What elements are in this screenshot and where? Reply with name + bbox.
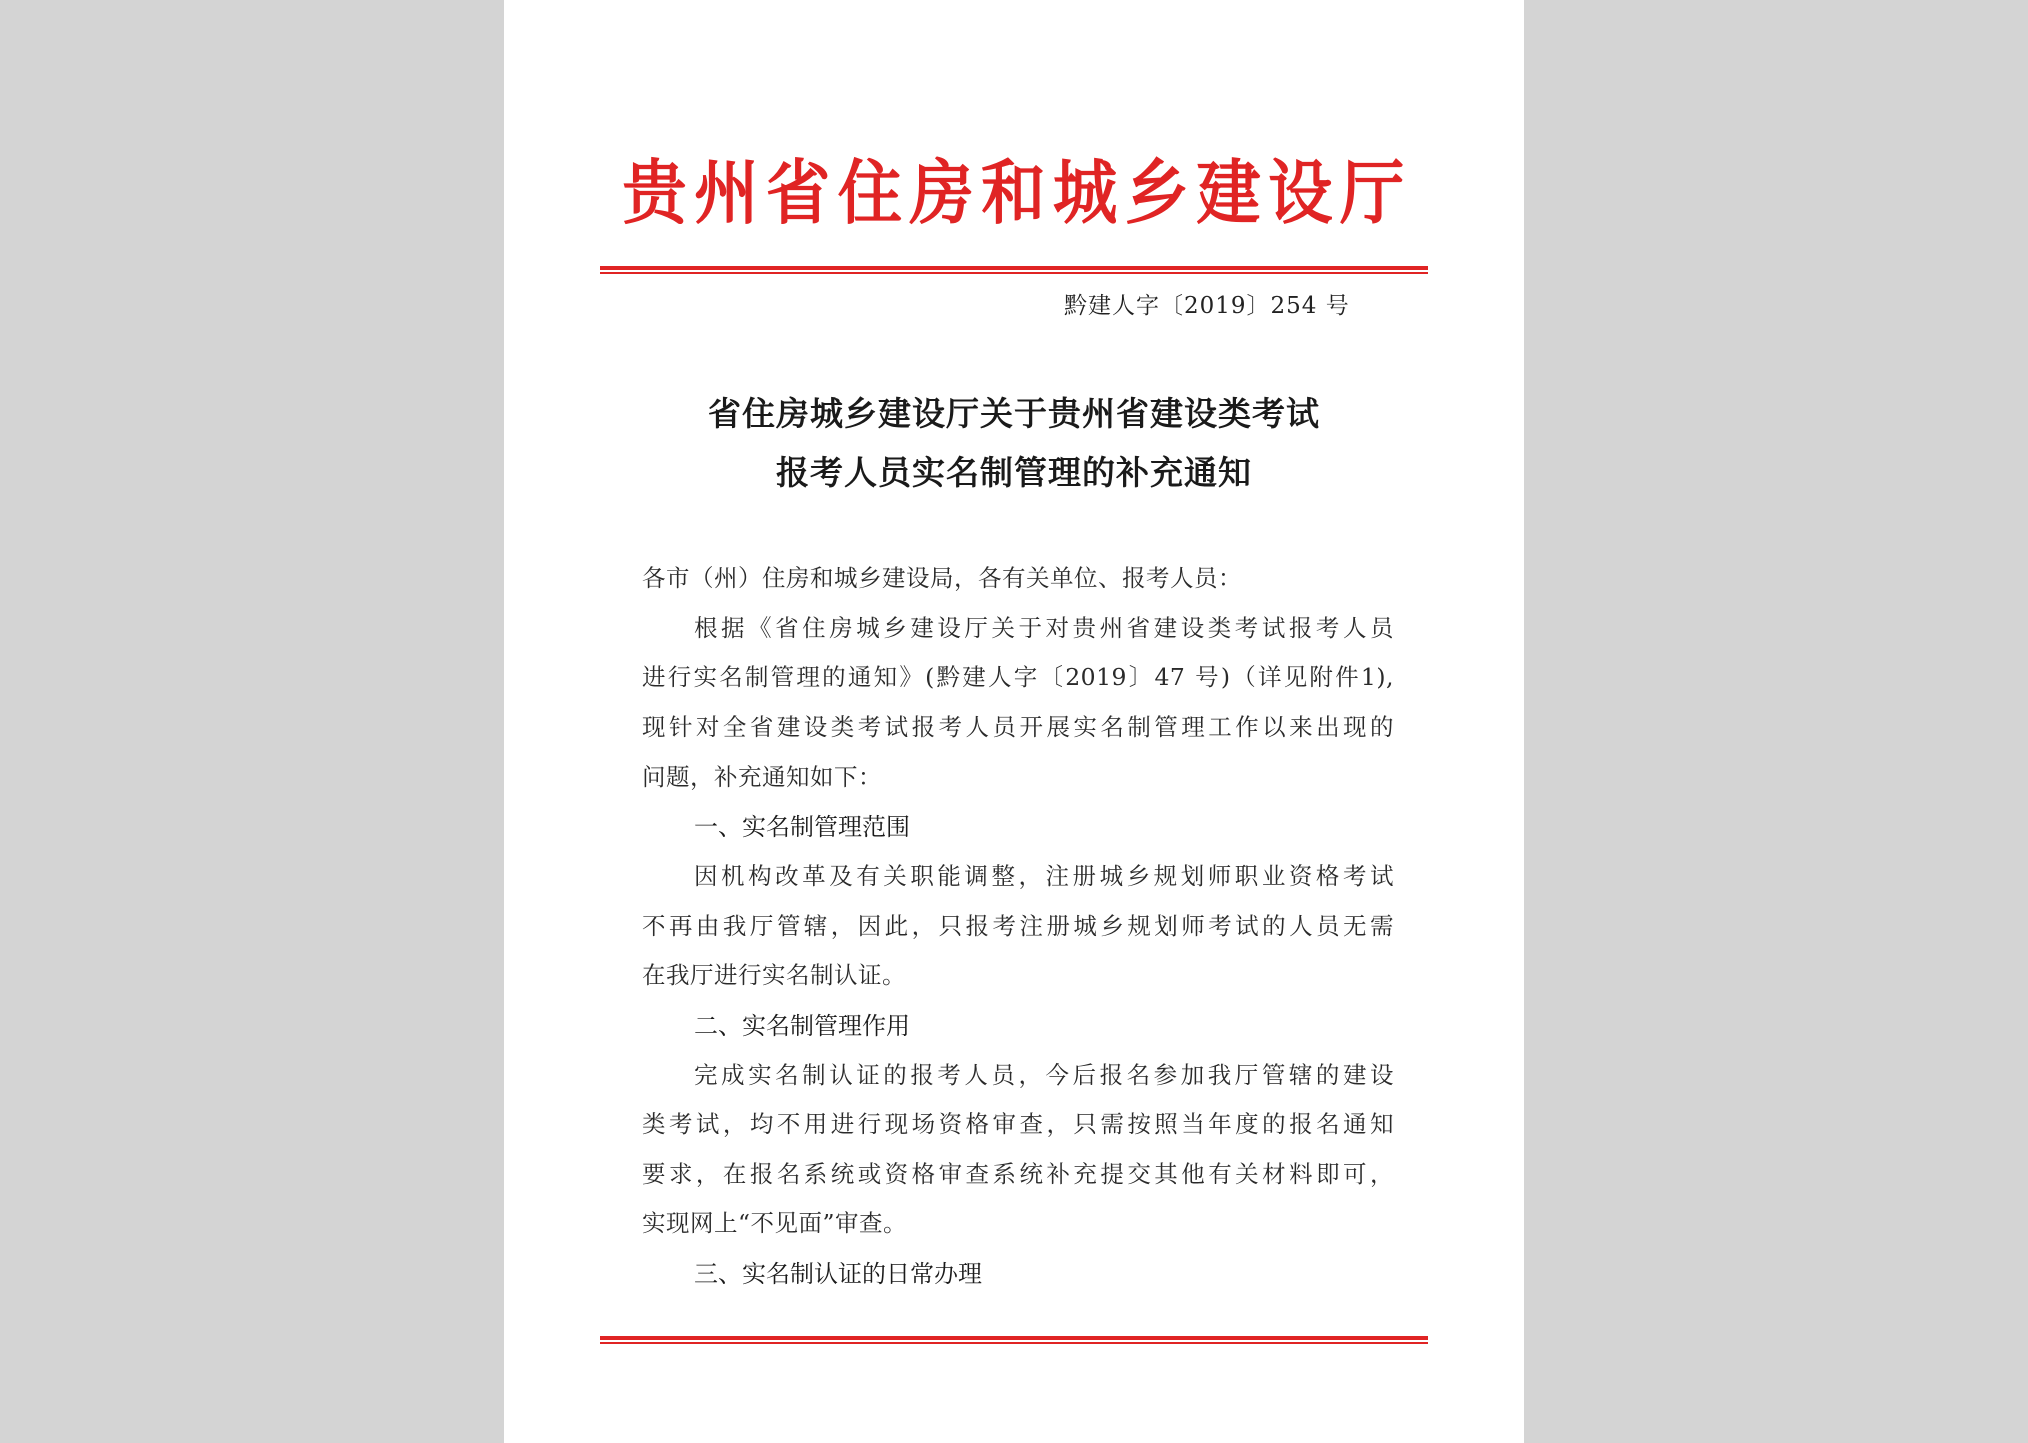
section-heading-1: 一、实名制管理范围 bbox=[694, 813, 910, 841]
red-rule-thin bbox=[600, 1342, 1428, 1344]
document-title-line-2: 报考人员实名制管理的补充通知 bbox=[776, 453, 1252, 492]
paragraph-line: 完成实名制认证的报考人员，今后报名参加我厅管辖的建设 bbox=[694, 1061, 1394, 1089]
agency-header: 贵州省住房和城乡建设厅 bbox=[622, 151, 1412, 234]
paragraph-line: 问题，补充通知如下： bbox=[642, 763, 882, 791]
paragraph-line: 进行实名制管理的通知》(黔建人字〔2019〕47 号)（详见附件1), bbox=[642, 663, 1394, 691]
paragraph-line: 因机构改革及有关职能调整，注册城乡规划师职业资格考试 bbox=[694, 862, 1394, 890]
document-title-line-1: 省住房城乡建设厅关于贵州省建设类考试 bbox=[708, 394, 1320, 433]
paragraph-line: 要求，在报名系统或资格审查系统补充提交其他有关材料即可， bbox=[642, 1160, 1394, 1188]
document-number: 黔建人字〔2019〕254 号 bbox=[1064, 293, 1350, 319]
red-rule-thin bbox=[600, 272, 1428, 274]
paragraph-line: 类考试，均不用进行现场资格审查，只需按照当年度的报名通知 bbox=[642, 1110, 1394, 1138]
red-header-rule bbox=[600, 266, 1428, 275]
red-footer-rule bbox=[600, 1336, 1428, 1345]
section-heading-3: 三、实名制认证的日常办理 bbox=[694, 1260, 982, 1288]
paragraph-line: 在我厅进行实名制认证。 bbox=[642, 961, 906, 989]
paragraph-line: 现针对全省建设类考试报考人员开展实名制管理工作以来出现的 bbox=[642, 713, 1394, 741]
section-heading-2: 二、实名制管理作用 bbox=[694, 1012, 910, 1040]
paragraph-line: 根据《省住房城乡建设厅关于对贵州省建设类考试报考人员 bbox=[694, 614, 1394, 642]
paragraph-line: 不再由我厅管辖，因此，只报考注册城乡规划师考试的人员无需 bbox=[642, 912, 1394, 940]
paragraph-line: 实现网上“不见面”审查。 bbox=[642, 1209, 908, 1237]
addressee-line: 各市（州）住房和城乡建设局，各有关单位、报考人员： bbox=[642, 564, 1242, 592]
document-page bbox=[504, 0, 1524, 1443]
